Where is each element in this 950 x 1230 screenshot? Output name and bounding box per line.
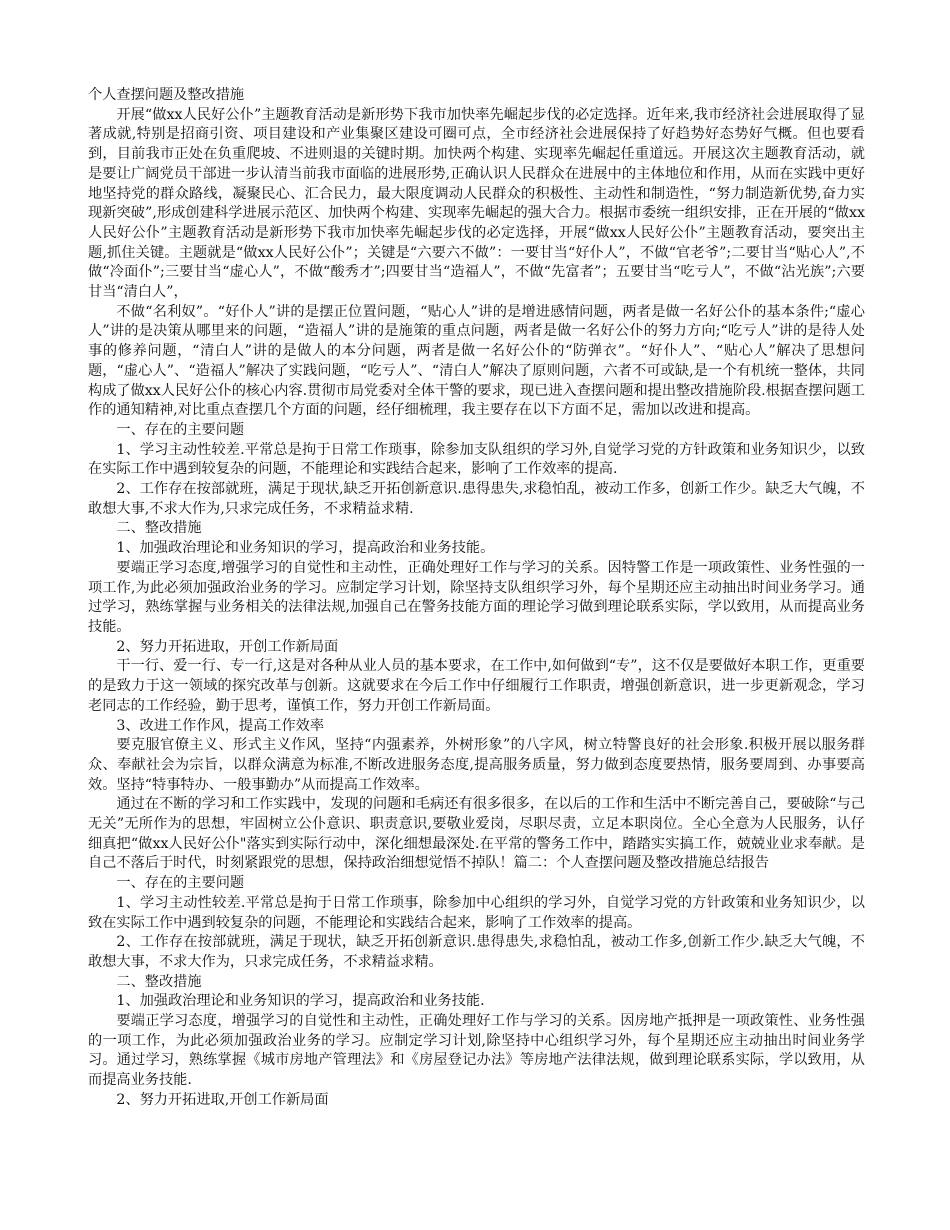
section-heading-measures: 二、整改措施: [116, 520, 202, 537]
measure-heading-3: 3、改进工作作风，提高工作效率: [116, 717, 325, 734]
measure-heading-1: 1、加强政治理论和业务知识的学习，提高政治和业务技能。: [116, 540, 495, 557]
paragraph-six-roles: 不做“名利奴”。“好仆人”讲的是摆正位置问题，“贴心人”讲的是增进感情问题，两者是做一名好公仆的基本条件;“虚心人”讲的是决策从哪里来的问题，“造福人”讲的是施策的重点问题，两者是做一名好公仆的努力方向;“吃亏人”讲的是待人处事的修养问题，“清白人”讲的是做人的本分问题，两者是做一名好公仆的“防弹衣”。“好仆人”、“贴心人”解决了思想问题，“虚心人”、“造福人”解决了实践问题，“吃亏人”、“清白人”解决了原则问题，六者不可或缺,是一个有机统一整体，共同构成了做xx人民好公仆的核心内容.贯彻市局党委对全体干警的要求，现已进入查摆问题和提出整改措施阶段.根据查摆问题工作的通知精神,对比重点查摆几个方面的问题，经仔细梳理，我主要存在以下方面不足，需加以改进和提高。: [88, 303, 865, 419]
problem-item-2-2: 2、工作存在按部就班，满足于现状，缺乏开拓创新意识.患得患失,求稳怕乱，被动工作多,创新工作少.缺乏大气魄，不敢想大事，不求大作为，只求完成任务，不求精益求精。: [88, 934, 865, 970]
paragraph-intro: 开展“做xx人民好公仆”主题教育活动是新形势下我市加快率先崛起步伐的必定选择。近年来,我市经济社会进展取得了显著成就,特别是招商引资、项目建设和产业集聚区建设可圈可点，全市经济社会进展保持了好趋势好态势好气概。但也要看到，目前我市正处在负重爬坡、不进则退的关键时期。加快两个构建、实现率先崛起任重道远。开展这次主题教育活动，就是要让广阔党员干部进一步认清当前我市面临的进展形势,正确认识人民群众在进展中的主体地位和作用，从而在实践中更好地坚持党的群众路线，凝聚民心、汇合民力，最大限度调动人民群众的积极性、主动性和制造性，“努力制造新优势,奋力实现新突破”,形成创建科学进展示范区、加快两个构建、实现率先崛起的强大合力。根据市委统一组织安排，正在开展的“做xx人民好公仆”主题教育活动是新形势下我市加快率先崛起步伐的必定选择，开展“做xx人民好公仆”主题教育活动，要突出主题,抓住关键。主题就是“做xx人民好公仆”；关键是“六要六不做”：一要甘当“好仆人”，不做“官老爷”;二要甘当“贴心人”,不做“冷面仆”;三要甘当“虚心人”，不做“酸秀才”;四要甘当“造福人”，不做“先富者”；五要甘当“吃亏人”，不做“沾光族”;六要甘当“清白人”，: [88, 106, 866, 301]
measure-heading-2: 2、努力开拓进取，开创工作新局面: [116, 638, 339, 655]
problem-item-1-2: 1、学习主动性较差.平常总是拘于日常工作琐事，除参加中心组织的学习外，自觉学习党的方针政策和业务知识少，以致在实际工作中遇到较复杂的问题，不能理论和实践结合起来，影响了工作效率的提高。: [88, 894, 865, 931]
measure-body-1: 要端正学习态度,增强学习的自觉性和主动性，正确处理好工作与学习的关系。因特警工作是一项政策性、业务性强的一项工作,为此必须加强政治业务的学习。应制定学习计划，除坚持支队组织学习外，每个星期还应主动抽出时间业务学习。通过学习，熟练掌握与业务相关的法律法规,加强自己在警务技能方面的理论学习做到理论联系实际，学以致用，从而提高业务技能。: [88, 559, 865, 635]
measure-body-3: 要克服官僚主义、形式主义作风，坚持“内强素养，外树形象”的八字风，树立特警良好的社会形象.积极开展以服务群众、奉献社会为宗旨，以群众满意为标准,不断改进服务态度,提高服务质量，努力做到态度要热情，服务要周到、办事要高效。坚持“特事特办、一般事勤办”从而提高工作效率。: [88, 737, 865, 793]
measure-body-1-2: 要端正学习态度，增强学习的自觉性和主动性，正确处理好工作与学习的关系。因房地产抵押是一项政策性、业务性强的一项工作，为此必须加强政治业务的学习。应制定学习计划,除坚持中心组织学习外，每个星期还应主动抽出时间业务学习。通过学习，熟练掌握《城市房地产管理法》和《房屋登记办法》等房地产法律法规，做到理论联系实际，学以致用，从而提高业务技能.: [88, 1013, 865, 1089]
measure-body-2: 干一行、爱一行、专一行,这是对各种从业人员的基本要求，在工作中,如何做到“专”，这不仅是要做好本职工作，更重要的是致力于这一领域的探究改革与创新。这就要求在今后工作中仔细履行工作职责，增强创新意识，进一步更新观念，学习老同志的工作经验，勤于思考，谨慎工作，努力开创工作新局面。: [88, 658, 865, 714]
section-heading-measures-2: 二、整改措施: [116, 973, 202, 990]
problem-item-2: 2、工作存在按部就班，满足于现状,缺乏开拓创新意识.患得患失,求稳怕乱，被动工作多，创新工作少。缺乏大气魄，不敢想大事,不求大作为,只求完成任务，不求精益求精.: [88, 481, 865, 517]
section-heading-problems: 一、存在的主要问题: [116, 421, 245, 438]
measure-heading-2-2: 2、努力开拓进取,开创工作新局面: [116, 1091, 329, 1108]
measure-heading-1-2: 1、加强政治理论和业务知识的学习，提高政治和业务技能.: [116, 993, 485, 1010]
paragraph-conclusion: 通过在不断的学习和工作实践中，发现的问题和毛病还有很多很多，在以后的工作和生活中不断完善自己，要破除“与己无关”无所作为的思想，牢固树立公仆意识、职责意识,要敬业爱岗，尽职尽责，立足本职岗位。全心全意为人民服务，认仔细真把“做xx人民好公仆"落实到实际行动中，深化细想最深处.在平常的警务工作中，踏踏实实搞工作，兢兢业业求奉献。是自己不落后于时代，时刻紧跟党的思想，保持政治细想觉悟不掉队！篇二：个人查摆问题及整改措施总结报告: [88, 796, 865, 872]
section-heading-problems-2: 一、存在的主要问题: [116, 875, 245, 892]
problem-item-1: 1、学习主动性较差.平常总是拘于日常工作琐事，除参加支队组织的学习外,自觉学习党的方针政策和业务知识少，以致在实际工作中遇到较复杂的问题，不能理论和实践结合起来，影响了工作效率的提高.: [88, 441, 865, 478]
document-title: 个人查摆问题及整改措施: [88, 87, 245, 103]
